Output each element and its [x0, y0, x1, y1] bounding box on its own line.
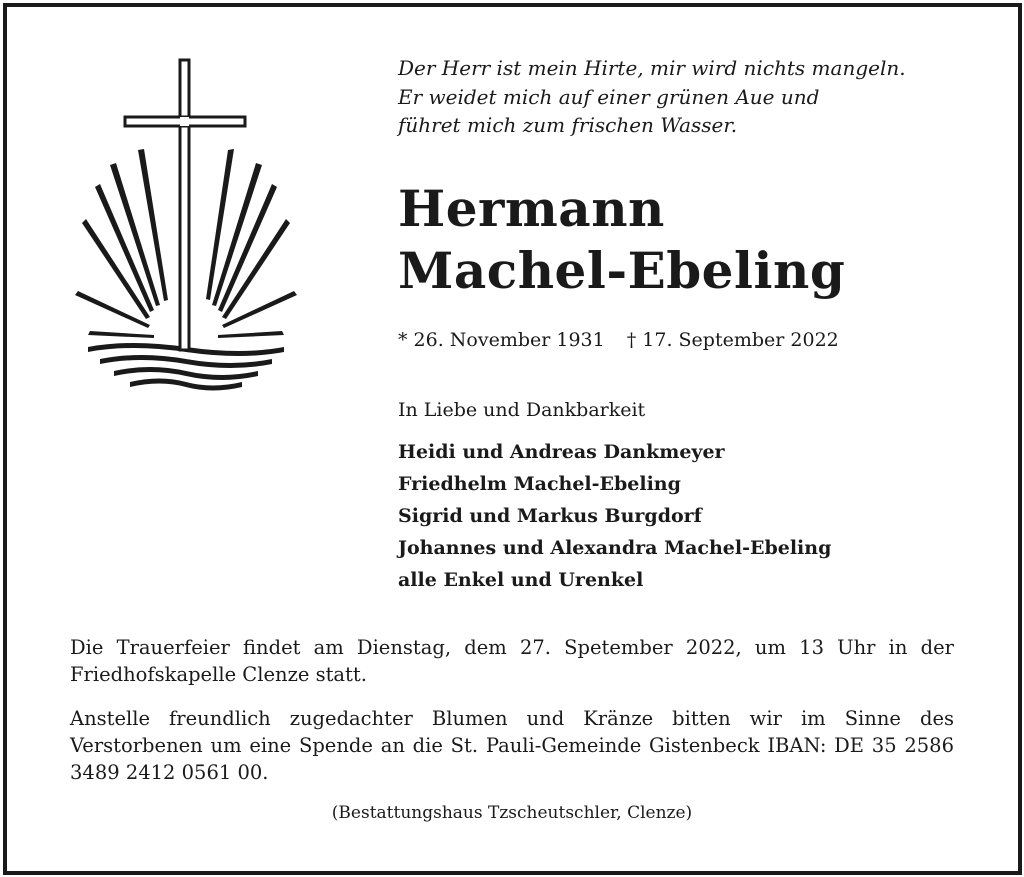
- bible-verse: [398, 54, 978, 140]
- mourner-name: Friedhelm Machel-Ebeling: [398, 473, 681, 495]
- last-name: Machel-Ebeling: [398, 241, 846, 300]
- mourner-name: alle Enkel und Urenkel: [398, 569, 644, 591]
- mourner-name: Johannes und Alexandra Machel-Ebeling: [398, 537, 832, 559]
- life-dates: [398, 326, 839, 354]
- verse-line: Der Herr ist mein Hirte, mir wird nichts mangeln.: [398, 56, 906, 80]
- mourner-name: Heidi und Andreas Dankmeyer: [398, 441, 725, 463]
- verse-line: Er weidet mich auf einer grünen Aue und: [398, 84, 820, 109]
- death-date: † 17. September 2022: [626, 329, 839, 351]
- cross-sun-water-emblem-icon: [70, 55, 302, 395]
- undertaker-credit: (Bestattungshaus Tzscheutschler, Clenze): [331, 803, 693, 823]
- first-name: Hermann: [398, 179, 665, 238]
- verse-line: führet mich zum frischen Wasser.: [398, 113, 738, 137]
- donation-notice: Anstelle freundlich zugedachter Blumen und Kränze bitten wir im Sinne des Verstorbenen um eine Spende an die St. Pauli-Gemeinde Gistenbeck IBAN: DE 35 2586 3489 2412 0561 00.: [70, 707, 954, 784]
- mourner-name: Sigrid und Markus Burgdorf: [398, 505, 702, 527]
- mourners-list: [398, 436, 831, 596]
- funeral-notice: Die Trauerfeier findet am Dienstag, dem 27. Spetember 2022, um 13 Uhr in der Friedhofskapelle Clenze statt.: [70, 636, 954, 686]
- mourners-intro: In Liebe und Dankbarkeit: [398, 399, 646, 421]
- birth-date: * 26. November 1931: [398, 329, 605, 351]
- deceased-name: [398, 178, 998, 302]
